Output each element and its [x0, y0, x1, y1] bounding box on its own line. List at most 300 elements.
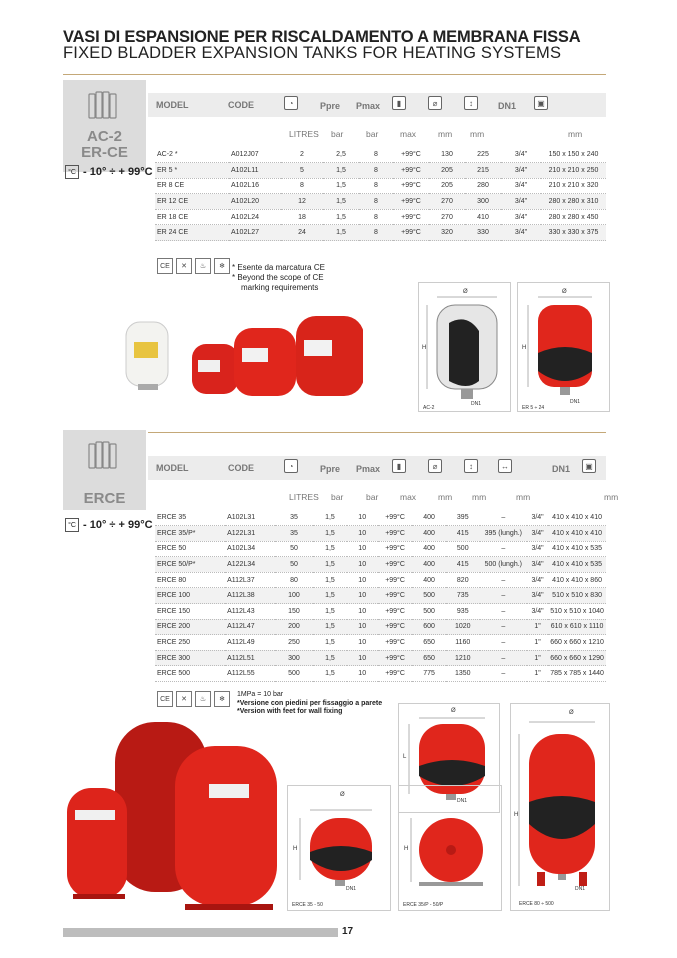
- table-row: [155, 541, 606, 557]
- diagram-ac2: [418, 282, 511, 412]
- table-cell: 3/4": [501, 147, 541, 163]
- note-line: 1MPa = 10 bar: [237, 691, 284, 698]
- note-line: * Beyond the scope of CE: [232, 273, 324, 282]
- table-cell: 1,5: [323, 225, 359, 241]
- table-cell: 510 x 510 x 830: [548, 588, 606, 604]
- dn1-label: DN1: [471, 401, 482, 407]
- table-cell: 8: [359, 178, 393, 194]
- ce-mark-icon: CE: [157, 258, 173, 274]
- table-cell: 3/4": [527, 541, 548, 557]
- diagram-erce-35p-50p: [398, 785, 502, 911]
- diagram-er5-24: [517, 282, 610, 412]
- diameter-symbol: Ø: [451, 708, 456, 714]
- cert-icons-2: [157, 691, 230, 707]
- table-cell: 280 x 280 x 310: [541, 194, 606, 210]
- height-icon: ↕: [464, 96, 478, 110]
- unit-bar: bar: [331, 129, 344, 139]
- table-cell: 100: [275, 588, 314, 604]
- table-cell: 280 x 280 x 450: [541, 209, 606, 225]
- table-cell: A112L55: [225, 666, 275, 682]
- height-symbol: H: [514, 812, 519, 818]
- table-cell: 200: [275, 619, 314, 635]
- table-cell: 8: [359, 225, 393, 241]
- table-row: [155, 194, 606, 210]
- table-cell: 130: [429, 147, 465, 163]
- col-pmax: Pmax: [356, 464, 381, 474]
- table-cell: –: [480, 588, 527, 604]
- table-cell: 1": [527, 635, 548, 651]
- table-cell: 410 x 410 x 535: [548, 557, 606, 573]
- title-english: FIXED BLADDER EXPANSION TANKS FOR HEATING SYSTEMS: [63, 44, 562, 62]
- table-cell: 400: [412, 526, 445, 542]
- table-cell: 410 x 410 x 860: [548, 572, 606, 588]
- table-cell: 2,5: [323, 147, 359, 163]
- table-cell: 10: [347, 557, 378, 573]
- table-cell: 1,5: [313, 635, 346, 651]
- table-cell: 775: [412, 666, 445, 682]
- table-cell: ERCE 150: [155, 604, 225, 620]
- table-cell: 1160: [446, 635, 480, 651]
- table-cell: +99°C: [378, 541, 412, 557]
- table-row: [155, 163, 606, 179]
- temp-range-text: - 10° ÷ + 99°C: [83, 519, 153, 531]
- table-cell: 10: [347, 635, 378, 651]
- table-cell: 1,5: [313, 604, 346, 620]
- table-row: [155, 666, 606, 682]
- table-cell: 10: [347, 619, 378, 635]
- temp-range-text: - 10° ÷ + 99°C: [83, 166, 153, 178]
- table-cell: A102L20: [229, 194, 281, 210]
- table-cell: 1,5: [313, 588, 346, 604]
- table-cell: ER 24 CE: [155, 225, 229, 241]
- table-row: [155, 510, 606, 526]
- table-cell: A112L38: [225, 588, 275, 604]
- table-cell: 210 x 210 x 320: [541, 178, 606, 194]
- dn1-label: DN1: [570, 399, 581, 405]
- unit-mm: mm: [438, 492, 453, 502]
- note-line: *Versione con piedini per fissaggio a parete: [237, 699, 383, 707]
- table-cell: 8: [359, 209, 393, 225]
- page-number: 17: [342, 926, 354, 937]
- series-label-ac2: AC-2: [86, 128, 122, 145]
- table-cell: 3/4": [501, 194, 541, 210]
- series-label-erce: ERCE: [83, 490, 126, 507]
- table-cell: 225: [465, 147, 501, 163]
- table-cell: ERCE 100: [155, 588, 225, 604]
- radiator-icon: [85, 438, 121, 472]
- table-cell: 210 x 210 x 250: [541, 163, 606, 179]
- table-cell: 1,5: [313, 666, 346, 682]
- table-cell: 1,5: [313, 650, 346, 666]
- temperature-icon: ▮: [392, 459, 406, 473]
- col-model: MODEL: [156, 100, 189, 110]
- table-cell: ERCE 35: [155, 510, 225, 526]
- temp-range-1: [65, 165, 153, 179]
- table-row: [155, 526, 606, 542]
- table-cell: 410 x 410 x 535: [548, 541, 606, 557]
- table-cell: 500 (lungh.): [480, 557, 527, 573]
- table-cell: 3/4": [501, 209, 541, 225]
- table-cell: +99°C: [378, 572, 412, 588]
- table-cell: 1": [527, 666, 548, 682]
- table-cell: 1350: [446, 666, 480, 682]
- table-cell: –: [480, 572, 527, 588]
- table-cell: –: [480, 541, 527, 557]
- table-cell: +99°C: [378, 510, 412, 526]
- table-cell: A102L16: [229, 178, 281, 194]
- table-cell: 3/4": [527, 526, 548, 542]
- table-cell: A102L27: [229, 225, 281, 241]
- table-cell: 3/4": [527, 604, 548, 620]
- note-line: marking requirements: [241, 283, 319, 292]
- table-cell: 150 x 150 x 240: [541, 147, 606, 163]
- table-cell: 35: [275, 526, 314, 542]
- series-label-erce-ce: ER-CE: [81, 144, 128, 161]
- table-cell: +99°C: [378, 526, 412, 542]
- table-cell: ERCE 300: [155, 650, 225, 666]
- table-cell: 395 (lungh.): [480, 526, 527, 542]
- table-cell: 660 x 660 x 1290: [548, 650, 606, 666]
- table-cell: +99°C: [393, 194, 429, 210]
- table-cell: 10: [347, 604, 378, 620]
- unit-mm: mm: [568, 129, 583, 139]
- table-cell: 10: [347, 510, 378, 526]
- table-cell: 3/4": [527, 572, 548, 588]
- diagram-caption: ER 5 ÷ 24: [522, 405, 545, 411]
- notes-2: [237, 691, 382, 717]
- temp-range-2: [65, 518, 153, 532]
- table-cell: A012J07: [229, 147, 281, 163]
- unit-litres: LITRES: [289, 492, 319, 502]
- table-cell: ER 18 CE: [155, 209, 229, 225]
- height-symbol: H: [422, 345, 427, 351]
- table-row: [155, 635, 606, 651]
- diagram-caption: ERCE 80 ÷ 500: [519, 901, 554, 907]
- table-cell: 1,5: [323, 163, 359, 179]
- table-cell: AC-2 *: [155, 147, 229, 163]
- table-cell: 510 x 510 x 1040: [548, 604, 606, 620]
- table-cell: 735: [446, 588, 480, 604]
- table-cell: 785 x 785 x 1440: [548, 666, 606, 682]
- table-row: [155, 557, 606, 573]
- temperature-icon: ▮: [392, 96, 406, 110]
- unit-mm: mm: [470, 129, 485, 139]
- table-cell: 400: [412, 557, 445, 573]
- table-cell: 1210: [446, 650, 480, 666]
- heating-icon: ♨: [195, 691, 211, 707]
- table-cell: 270: [429, 194, 465, 210]
- table-cell: 320: [429, 225, 465, 241]
- table-cell: +99°C: [393, 163, 429, 179]
- table-cell: 400: [412, 510, 445, 526]
- dn1-label: DN1: [346, 886, 357, 892]
- table-cell: ERCE 50/P*: [155, 557, 225, 573]
- heating-icon: ♨: [195, 258, 211, 274]
- table-cell: A112L43: [225, 604, 275, 620]
- unit-max: max: [400, 492, 417, 502]
- table-cell: 415: [446, 526, 480, 542]
- table-cell: 150: [275, 604, 314, 620]
- table-cell: 8: [281, 178, 323, 194]
- table-cell: 415: [446, 557, 480, 573]
- diameter-symbol: Ø: [569, 710, 574, 716]
- table-cell: 24: [281, 225, 323, 241]
- table-cell: +99°C: [393, 209, 429, 225]
- unit-bar: bar: [366, 492, 379, 502]
- table-cell: ERCE 80: [155, 572, 225, 588]
- table-cell: 400: [412, 541, 445, 557]
- section-divider: [148, 432, 606, 433]
- table-cell: 1,5: [313, 526, 346, 542]
- table-cell: –: [480, 666, 527, 682]
- table-cell: 330: [465, 225, 501, 241]
- col-ppre: Ppre: [320, 101, 341, 111]
- table-cell: 330 x 330 x 375: [541, 225, 606, 241]
- data-table-2: [155, 510, 606, 682]
- table-cell: 410 x 410 x 410: [548, 510, 606, 526]
- product-photo-small-tanks: [118, 300, 363, 405]
- gauge-icon: ◔: [284, 96, 298, 110]
- table-cell: –: [480, 604, 527, 620]
- table-cell: A112L47: [225, 619, 275, 635]
- series-tile-ac2: [63, 80, 146, 172]
- table-cell: 1": [527, 619, 548, 635]
- length-symbol: L: [403, 754, 407, 760]
- table-row: [155, 147, 606, 163]
- unit-mm: mm: [438, 129, 453, 139]
- gauge-icon: ◔: [284, 459, 298, 473]
- title-divider: [63, 74, 606, 75]
- table-cell: 10: [347, 666, 378, 682]
- unit-max: max: [400, 129, 417, 139]
- table-cell: +99°C: [378, 619, 412, 635]
- diagram-erce-35-50: [287, 785, 391, 911]
- table-cell: 410: [465, 209, 501, 225]
- table-cell: 410 x 410 x 410: [548, 526, 606, 542]
- thermometer-icon: °C: [65, 518, 79, 532]
- table-cell: 3/4": [501, 225, 541, 241]
- table-cell: ERCE 200: [155, 619, 225, 635]
- table-cell: 660 x 660 x 1210: [548, 635, 606, 651]
- title-italian: VASI DI ESPANSIONE PER RISCALDAMENTO A MEMBRANA FISSA: [63, 28, 581, 46]
- table-cell: 205: [429, 178, 465, 194]
- unit-bar: bar: [366, 129, 379, 139]
- table-cell: +99°C: [393, 178, 429, 194]
- table-cell: 1": [527, 650, 548, 666]
- unit-mm: mm: [472, 492, 487, 502]
- no-drinking-water-icon: ✕: [176, 258, 192, 274]
- diagram-erce-80-500: [510, 703, 610, 911]
- table-cell: +99°C: [378, 635, 412, 651]
- table-cell: 10: [347, 526, 378, 542]
- table-cell: 10: [347, 588, 378, 604]
- table-cell: –: [480, 650, 527, 666]
- diameter-icon: ⌀: [428, 459, 442, 473]
- table-cell: 18: [281, 209, 323, 225]
- dn1-label: DN1: [575, 886, 586, 892]
- table-cell: +99°C: [378, 557, 412, 573]
- table-cell: 80: [275, 572, 314, 588]
- unit-litres: LITRES: [289, 129, 319, 139]
- table-cell: 400: [412, 572, 445, 588]
- table-cell: –: [480, 510, 527, 526]
- table-row: [155, 225, 606, 241]
- cert-icons-1: [157, 258, 230, 274]
- frost-icon: ❄: [214, 691, 230, 707]
- data-table-1: [155, 147, 606, 241]
- table-cell: A122L34: [225, 557, 275, 573]
- table-cell: +99°C: [393, 225, 429, 241]
- diagram-caption: ERCE 35/P - 50/P: [403, 902, 444, 908]
- diagram-caption: ERCE 35 - 50: [292, 902, 323, 908]
- table-row: [155, 619, 606, 635]
- col-code: CODE: [228, 463, 255, 473]
- table-cell: 250: [275, 635, 314, 651]
- table-cell: 8: [359, 147, 393, 163]
- table-cell: 600: [412, 619, 445, 635]
- table-cell: 2: [281, 147, 323, 163]
- col-ppre: Ppre: [320, 464, 341, 474]
- table-cell: 1,5: [323, 178, 359, 194]
- table-cell: A112L51: [225, 650, 275, 666]
- table-cell: A122L31: [225, 526, 275, 542]
- table-cell: ER 12 CE: [155, 194, 229, 210]
- table-cell: 215: [465, 163, 501, 179]
- table-cell: A102L24: [229, 209, 281, 225]
- table-cell: 395: [446, 510, 480, 526]
- table-cell: 280: [465, 178, 501, 194]
- package-icon: ▣: [534, 96, 548, 110]
- table-cell: 500: [275, 666, 314, 682]
- table-cell: +99°C: [378, 604, 412, 620]
- table-cell: 1,5: [323, 194, 359, 210]
- table-cell: 300: [275, 650, 314, 666]
- table-cell: 270: [429, 209, 465, 225]
- diameter-icon: ⌀: [428, 96, 442, 110]
- height-symbol: H: [293, 846, 298, 852]
- table-cell: 1,5: [313, 557, 346, 573]
- unit-mm: mm: [604, 492, 619, 502]
- table-cell: A102L31: [225, 510, 275, 526]
- footer-bar: [63, 928, 338, 937]
- table-cell: 650: [412, 650, 445, 666]
- table-cell: 8: [359, 194, 393, 210]
- table-cell: ERCE 50: [155, 541, 225, 557]
- table-cell: 820: [446, 572, 480, 588]
- product-photo-large-tanks: [63, 718, 283, 918]
- ce-mark-icon: CE: [157, 691, 173, 707]
- table-cell: 205: [429, 163, 465, 179]
- table-cell: 500: [412, 588, 445, 604]
- table-cell: 935: [446, 604, 480, 620]
- table-cell: 3/4": [527, 510, 548, 526]
- table-row: [155, 209, 606, 225]
- frost-icon: ❄: [214, 258, 230, 274]
- table-cell: 12: [281, 194, 323, 210]
- table-cell: 3/4": [527, 588, 548, 604]
- table-cell: ER 5 *: [155, 163, 229, 179]
- table-cell: 500: [412, 604, 445, 620]
- col-model: MODEL: [156, 463, 189, 473]
- table-cell: 8: [359, 163, 393, 179]
- table-cell: +99°C: [378, 588, 412, 604]
- table-cell: 650: [412, 635, 445, 651]
- table-cell: A102L34: [225, 541, 275, 557]
- col-pmax: Pmax: [356, 101, 381, 111]
- dn1-label: DN1: [457, 798, 468, 804]
- table-cell: 50: [275, 557, 314, 573]
- diameter-symbol: Ø: [463, 289, 468, 295]
- table-cell: 3/4": [501, 178, 541, 194]
- table-cell: ERCE 35/P*: [155, 526, 225, 542]
- no-drinking-water-icon: ✕: [176, 691, 192, 707]
- table-cell: A112L49: [225, 635, 275, 651]
- unit-bar: bar: [331, 492, 344, 502]
- table-cell: 1,5: [313, 619, 346, 635]
- table-cell: 3/4": [501, 163, 541, 179]
- length-icon: ↔: [498, 459, 512, 473]
- table-cell: ERCE 500: [155, 666, 225, 682]
- note-line: *Version with feet for wall fixing: [237, 708, 343, 715]
- table-cell: +99°C: [393, 147, 429, 163]
- table-cell: 10: [347, 541, 378, 557]
- table-cell: –: [480, 635, 527, 651]
- col-dn1: DN1: [498, 101, 517, 111]
- diameter-symbol: Ø: [340, 792, 345, 798]
- table-cell: 1,5: [313, 541, 346, 557]
- table-cell: ERCE 250: [155, 635, 225, 651]
- notes-1: [232, 263, 325, 293]
- table-cell: 10: [347, 650, 378, 666]
- table-cell: –: [480, 619, 527, 635]
- table-cell: 1,5: [323, 209, 359, 225]
- unit-mm: mm: [516, 492, 531, 502]
- package-icon: ▣: [582, 459, 596, 473]
- diagram-caption: AC-2: [423, 405, 435, 411]
- note-line: * Esente da marcatura CE: [232, 263, 325, 272]
- table-cell: +99°C: [378, 650, 412, 666]
- table-cell: +99°C: [378, 666, 412, 682]
- table-cell: 1,5: [313, 572, 346, 588]
- table-cell: 500: [446, 541, 480, 557]
- table-cell: ER 8 CE: [155, 178, 229, 194]
- col-code: CODE: [228, 100, 255, 110]
- col-dn1: DN1: [552, 464, 571, 474]
- table-row: [155, 572, 606, 588]
- table-cell: 610 x 610 x 1110: [548, 619, 606, 635]
- radiator-icon: [85, 88, 121, 122]
- table-cell: A112L37: [225, 572, 275, 588]
- table-cell: 50: [275, 541, 314, 557]
- table-row: [155, 588, 606, 604]
- diameter-symbol: Ø: [562, 289, 567, 295]
- table-cell: 300: [465, 194, 501, 210]
- series-tile-erce: [63, 430, 146, 510]
- table-row: [155, 650, 606, 666]
- table-cell: 1,5: [313, 510, 346, 526]
- table-cell: 10: [347, 572, 378, 588]
- height-symbol: H: [522, 345, 527, 351]
- table-cell: 3/4": [527, 557, 548, 573]
- table-cell: A102L11: [229, 163, 281, 179]
- table-row: [155, 178, 606, 194]
- table-row: [155, 604, 606, 620]
- table-cell: 35: [275, 510, 314, 526]
- height-symbol: H: [404, 846, 409, 852]
- height-icon: ↕: [464, 459, 478, 473]
- thermometer-icon: °C: [65, 165, 79, 179]
- table-cell: 5: [281, 163, 323, 179]
